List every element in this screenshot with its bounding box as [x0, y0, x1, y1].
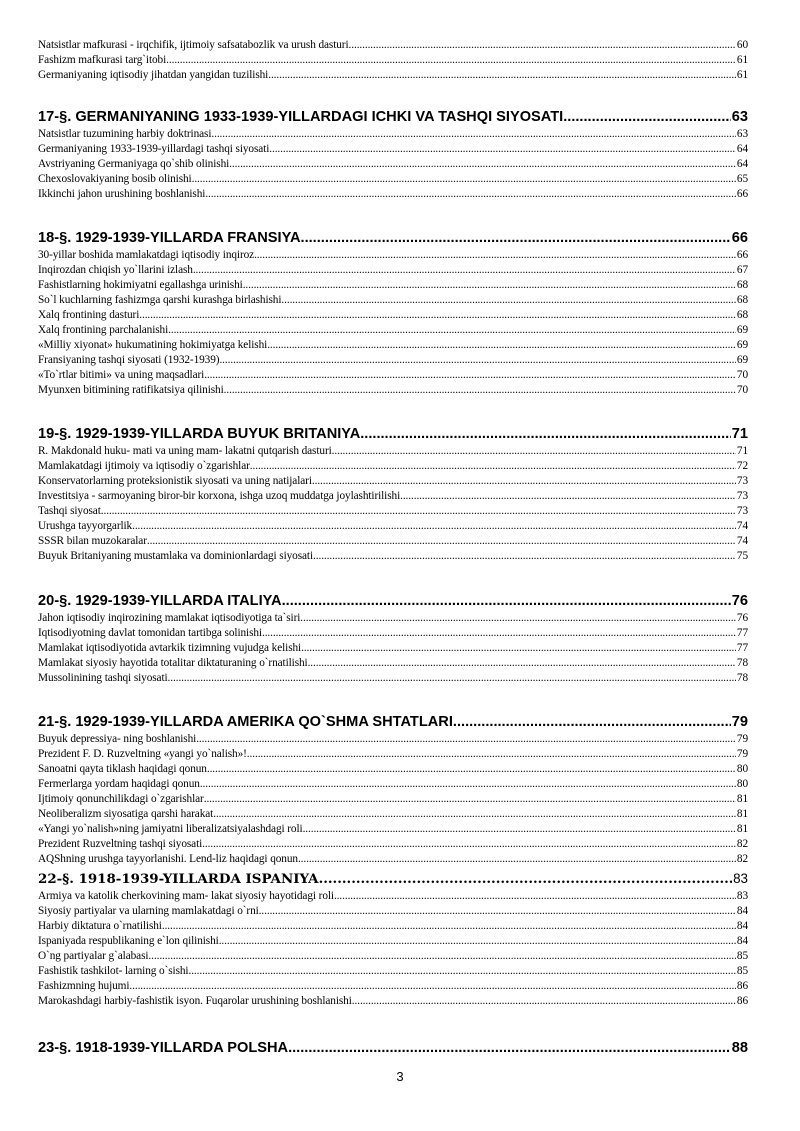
toc-entry-title: Fashistik tashkilot- larning o`sishi: [38, 965, 189, 977]
toc-page-number: 83: [736, 890, 748, 902]
toc-section-heading[interactable]: [38, 870, 748, 887]
toc-entry-title: Iqtisodiyotning davlat tomonidan tartibga solinishi: [38, 627, 262, 639]
dot-leader: [282, 592, 731, 611]
toc-page-number: 86: [736, 980, 748, 992]
toc-page-number: 82: [736, 838, 748, 850]
toc-page-number: 68: [736, 294, 748, 306]
toc-entry-title: Chexoslovakiyaning bosib olinishi: [38, 173, 192, 185]
toc-page-number: 67: [736, 264, 748, 276]
dot-leader: [166, 53, 736, 67]
toc-page-number: 70: [736, 384, 748, 396]
dot-leader: [300, 611, 736, 625]
toc-entry-title: Prezident Ruzveltning tashqi siyosati: [38, 838, 203, 850]
toc-entry[interactable]: [38, 172, 748, 186]
toc-entry[interactable]: [38, 534, 748, 548]
dot-leader: [563, 108, 731, 127]
toc-entry[interactable]: [38, 504, 748, 518]
toc-entry[interactable]: [38, 611, 748, 625]
dot-leader: [281, 293, 735, 307]
dot-leader: [207, 762, 736, 776]
dot-leader: [219, 353, 735, 367]
toc-page-number: 77: [736, 642, 748, 654]
toc-entry-title: Myunxen bitimining ratifikatsiya qilinishi: [38, 384, 224, 396]
toc-section-heading[interactable]: [38, 713, 748, 732]
dot-leader: [269, 142, 736, 156]
dot-leader: [360, 425, 731, 444]
dot-leader: [298, 852, 736, 866]
toc-entry-title: Mamlakatdagi ijtimoiy va iqtisodiy o`zgarishlar: [38, 460, 250, 472]
toc-entry-title: So`l kuchlarning fashizmga qarshi kurashga birlashishi: [38, 294, 282, 306]
toc-entry-title: Mamlakat iqtisodiyotida avtarkik tizimning vujudga kelishi: [38, 642, 302, 654]
toc-page-number: 73: [736, 505, 748, 517]
dot-leader: [268, 68, 736, 82]
toc-page-number: 79: [736, 748, 748, 760]
toc-entry[interactable]: [38, 368, 748, 382]
toc-entry-title: 23-§. 1918-1939-YILLARDA POLSHA: [38, 1040, 289, 1056]
dot-leader: [301, 229, 731, 248]
dot-leader: [147, 534, 736, 548]
dot-leader: [204, 368, 736, 382]
toc-entry[interactable]: [38, 444, 748, 458]
toc-page-number: 75: [736, 550, 748, 562]
toc-page-number: 84: [736, 935, 748, 947]
toc-page-number: 70: [736, 369, 748, 381]
toc-page-number: 63: [736, 128, 748, 140]
toc-entry[interactable]: [38, 964, 748, 978]
toc-entry-title: Siyosiy partiyalar va ularning mamlakatdagi o`rni: [38, 905, 259, 917]
dot-leader: [188, 964, 735, 978]
toc-entry[interactable]: [38, 293, 748, 307]
toc-entry-title: «Milliy xiyonat» hukumatining hokimiyatga kelishi: [38, 339, 268, 351]
toc-entry-title: Armiya va katolik cherkovining mam- lakat siyosiy hayotidagi roli: [38, 890, 334, 902]
toc-page-number: 68: [736, 279, 748, 291]
toc-entry-title: Fashizmning hujumi: [38, 980, 130, 992]
toc-entry-title: 17-§. GERMANIYANING 1933-1939-YILLARDAGI ICHKI VA TASHQI SIYOSATI: [38, 109, 564, 125]
toc-entry[interactable]: [38, 994, 748, 1008]
toc-entry[interactable]: [38, 934, 748, 948]
dot-leader: [352, 994, 736, 1008]
dot-leader: [301, 641, 736, 655]
toc-page-number: 76: [731, 593, 748, 609]
toc-entry-title: O`ng partiyalar g`alabasi: [38, 950, 149, 962]
toc-entry[interactable]: [38, 822, 748, 836]
toc-entry-title: Ikkinchi jahon urushining boshlanishi: [38, 188, 206, 200]
toc-page-number: 78: [736, 657, 748, 669]
toc-page-number: 79: [731, 714, 748, 730]
dot-leader: [349, 38, 736, 52]
toc-page-number: 73: [736, 490, 748, 502]
toc-page-number: 63: [731, 109, 748, 125]
toc-page-number: 69: [736, 354, 748, 366]
toc-entry-title: Inqirozdan chiqish yo`llarini izlash: [38, 264, 193, 276]
toc-entry-title: Germaniyaning iqtisodiy jihatdan yangidan tuzilishi: [38, 69, 269, 81]
toc-entry-title: Natsistlar mafkurasi - irqchifik, ijtimoiy safsatabozlik va urush dasturi: [38, 39, 349, 51]
toc-entry-title: Buyuk Britaniyaning mustamlaka va dominionlardagi siyosati: [38, 550, 314, 562]
toc-page-number: 73: [736, 475, 748, 487]
toc-entry[interactable]: [38, 549, 748, 563]
toc-entry-title: R. Makdonald huku- mati va uning mam- lakatni qutqarish dasturi: [38, 445, 332, 457]
toc-page-number: 77: [736, 627, 748, 639]
toc-entry-title: «Yangi yo`nalish»ning jamiyatni liberalizatsiyalashdagi roli: [38, 823, 303, 835]
toc-page-number: 66: [731, 230, 748, 246]
dot-leader: [202, 837, 736, 851]
dot-leader: [200, 777, 736, 791]
toc-page-number: 68: [736, 309, 748, 321]
toc-entry[interactable]: [38, 489, 748, 503]
toc-entry-title: Xalq frontining parchalanishi: [38, 324, 169, 336]
toc-entry[interactable]: [38, 353, 748, 367]
toc-page-number: 84: [736, 905, 748, 917]
toc-entry[interactable]: [38, 792, 748, 806]
toc-section-heading[interactable]: [38, 229, 748, 248]
page-number: 3: [396, 1069, 404, 1084]
toc-page-number: 81: [736, 823, 748, 835]
toc-page-number: 66: [736, 188, 748, 200]
toc-page-number: 64: [736, 143, 748, 155]
toc-entry[interactable]: [38, 187, 748, 201]
toc-page-number: 79: [736, 733, 748, 745]
dot-leader: [313, 549, 736, 563]
dot-leader: [168, 671, 736, 685]
toc-entry[interactable]: [38, 747, 748, 761]
dot-leader: [211, 127, 736, 141]
dot-leader: [247, 747, 736, 761]
dot-leader: [334, 889, 736, 903]
dot-leader: [312, 474, 736, 488]
toc-entry[interactable]: [38, 837, 748, 851]
toc-entry-title: Prezident F. D. Ruzveltning «yangi yo`nalish»!: [38, 748, 247, 760]
toc-section-heading[interactable]: [38, 425, 748, 444]
dot-leader: [101, 504, 736, 518]
toc-page-number: 86: [736, 995, 748, 1007]
toc-entry[interactable]: [38, 53, 748, 67]
dot-leader: [162, 919, 736, 933]
toc-page-number: 69: [736, 339, 748, 351]
toc-entry-title: Mamlakat siyosiy hayotida totalitar diktaturaning o`rnatilishi: [38, 657, 308, 669]
toc-page-number: 74: [736, 520, 748, 532]
toc-page-number: 61: [736, 69, 748, 81]
toc-entry-title: Tashqi siyosat: [38, 505, 101, 517]
toc-page-number: 81: [736, 793, 748, 805]
toc-entry-title: Avstriyaning Germaniyaga qo`shib olinishi: [38, 158, 230, 170]
dot-leader: [303, 822, 736, 836]
toc-page-number: 65: [736, 173, 748, 185]
dot-leader: [254, 248, 736, 262]
toc-entry[interactable]: [38, 474, 748, 488]
toc-entry[interactable]: [38, 38, 748, 52]
toc-page-number: 82: [736, 853, 748, 865]
toc-entry[interactable]: [38, 157, 748, 171]
toc-entry[interactable]: [38, 248, 748, 262]
toc-entry-title: 30-yillar boshida mamlakatdagi iqtisodiy inqiroz: [38, 249, 255, 261]
toc-entry[interactable]: [38, 656, 748, 670]
toc-entry-title: Natsistlar tuzumining harbiy doktrinasi: [38, 128, 212, 140]
toc-entry-title: Fermerlarga yordam haqidagi qonun: [38, 778, 200, 790]
toc-entry[interactable]: [38, 762, 748, 776]
toc-entry-title: Sanoatni qayta tiklash haqidagi qonun: [38, 763, 207, 775]
dot-leader: [243, 278, 736, 292]
toc-page-number: 83: [733, 871, 748, 886]
toc-entry-title: 22-§. 1918-1939-YILLARDA ISPANIYA: [38, 871, 319, 887]
toc-entry-title: Xalq frontining dasturi: [38, 309, 140, 321]
toc-entry[interactable]: [38, 626, 748, 640]
toc-entry-title: Germaniyaning 1933-1939-yillardagi tashqi siyosati: [38, 143, 270, 155]
toc-entry[interactable]: [38, 383, 748, 397]
toc-page-number: 81: [736, 808, 748, 820]
toc-entry-title: 21-§. 1929-1939-YILLARDA AMERIKA QO`SHMA SHTATLARI: [38, 714, 453, 730]
toc-entry[interactable]: [38, 852, 748, 866]
dot-leader: [193, 263, 736, 277]
toc-entry[interactable]: [38, 979, 748, 993]
toc-entry-title: Buyuk depressiya- ning boshlanishi: [38, 733, 197, 745]
toc-page-number: 85: [736, 965, 748, 977]
dot-leader: [250, 459, 736, 473]
dot-leader: [213, 807, 736, 821]
toc-entry-title: Investitsiya - sarmoyaning biror-bir korxona, ishga uzoq muddatga joylashtirilishi: [38, 490, 401, 502]
toc-entry[interactable]: [38, 142, 748, 156]
toc-entry[interactable]: [38, 889, 748, 903]
toc-page-number: 76: [736, 612, 748, 624]
toc-page-number: 72: [736, 460, 748, 472]
toc-entry-title: «To`rtlar bitimi» va uning maqsadlari: [38, 369, 205, 381]
dot-leader: [332, 444, 736, 458]
toc-page-number: 78: [736, 672, 748, 684]
dot-leader: [400, 489, 736, 503]
toc-entry[interactable]: [38, 807, 748, 821]
toc-entry-title: AQShning urushga tayyorlanishi. Lend-liz haqidagi qonun: [38, 853, 298, 865]
toc-entry-title: Harbiy diktatura o`rnatilishi: [38, 920, 162, 932]
toc-entry-title: SSSR bilan muzokaralar: [38, 535, 147, 547]
toc-page-number: 80: [736, 778, 748, 790]
toc-entry-title: Konservatorlarning proteksionistik siyosati va uning natijalari: [38, 475, 312, 487]
toc-page-number: 80: [736, 763, 748, 775]
dot-leader: [453, 713, 731, 732]
dot-leader: [219, 934, 736, 948]
toc-entry[interactable]: [38, 904, 748, 918]
toc-entry-title: 19-§. 1929-1939-YILLARDA BUYUK BRITANIYA: [38, 426, 361, 442]
toc-entry[interactable]: [38, 777, 748, 791]
toc-entry[interactable]: [38, 323, 748, 337]
toc-entry-title: Ijtimoiy qonunchilikdagi o`zgarishlar: [38, 793, 204, 805]
toc-page-number: 84: [736, 920, 748, 932]
toc-page-number: 88: [731, 1040, 748, 1056]
toc-entry-title: Urushga tayyorgarlik: [38, 520, 133, 532]
toc-section-heading[interactable]: [38, 592, 748, 611]
dot-leader: [319, 871, 733, 887]
dot-leader: [192, 172, 736, 186]
toc-entry-title: 20-§. 1929-1939-YILLARDA ITALIYA: [38, 593, 282, 609]
toc-entry[interactable]: [38, 68, 748, 82]
toc-page-number: 74: [736, 535, 748, 547]
dot-leader: [288, 1039, 731, 1058]
dot-leader: [259, 904, 736, 918]
toc-page-number: 85: [736, 950, 748, 962]
toc-section-heading[interactable]: [38, 1039, 748, 1058]
toc-page-number: 69: [736, 324, 748, 336]
toc-entry-title: Mussolinining tashqi siyosati: [38, 672, 168, 684]
toc-entry[interactable]: [38, 949, 748, 963]
toc-entry[interactable]: [38, 919, 748, 933]
dot-leader: [267, 338, 736, 352]
toc-entry-title: Fashistlarning hokimiyatni egallashga urinishi: [38, 279, 243, 291]
toc-entry[interactable]: [38, 263, 748, 277]
dot-leader: [196, 732, 736, 746]
dot-leader: [168, 323, 736, 337]
dot-leader: [205, 187, 736, 201]
toc-entry-title: Fransiyaning tashqi siyosati (1932-1939): [38, 354, 220, 366]
dot-leader: [224, 383, 736, 397]
dot-leader: [139, 308, 736, 322]
toc-page-number: 64: [736, 158, 748, 170]
toc-entry[interactable]: [38, 459, 748, 473]
toc-entry[interactable]: [38, 278, 748, 292]
toc-entry[interactable]: [38, 127, 748, 141]
toc-page-number: 71: [731, 426, 748, 442]
toc-entry[interactable]: [38, 641, 748, 655]
toc-page-number: 61: [736, 54, 748, 66]
toc-entry[interactable]: [38, 338, 748, 352]
dot-leader: [308, 656, 736, 670]
toc-entry-title: Jahon iqtisodiy inqirozining mamlakat iqtisodiyotiga ta`siri: [38, 612, 301, 624]
toc-entry-title: Ispaniyada respublikaning e`lon qilinishi: [38, 935, 219, 947]
dot-leader: [148, 949, 735, 963]
toc-entry[interactable]: [38, 671, 748, 685]
dot-leader: [204, 792, 736, 806]
toc-entry-title: Marokashdagi harbiy-fashistik isyon. Fuqarolar urushining boshlanishi: [38, 995, 352, 1007]
toc-entry[interactable]: [38, 519, 748, 533]
toc-page-number: 60: [736, 39, 748, 51]
toc-entry[interactable]: [38, 308, 748, 322]
toc-entry-title: 18-§. 1929-1939-YILLARDA FRANSIYA: [38, 230, 301, 246]
toc-page-number: 71: [736, 445, 748, 457]
dot-leader: [129, 979, 735, 993]
toc-page-number: 66: [736, 249, 748, 261]
dot-leader: [132, 519, 736, 533]
dot-leader: [229, 157, 736, 171]
toc-entry-title: Neoliberalizm siyosatiga qarshi harakat: [38, 808, 214, 820]
toc-section-heading[interactable]: [38, 108, 748, 127]
dot-leader: [262, 626, 736, 640]
toc-entry[interactable]: [38, 732, 748, 746]
toc-entry-title: Fashizm mafkurasi targ`itobi: [38, 54, 167, 66]
